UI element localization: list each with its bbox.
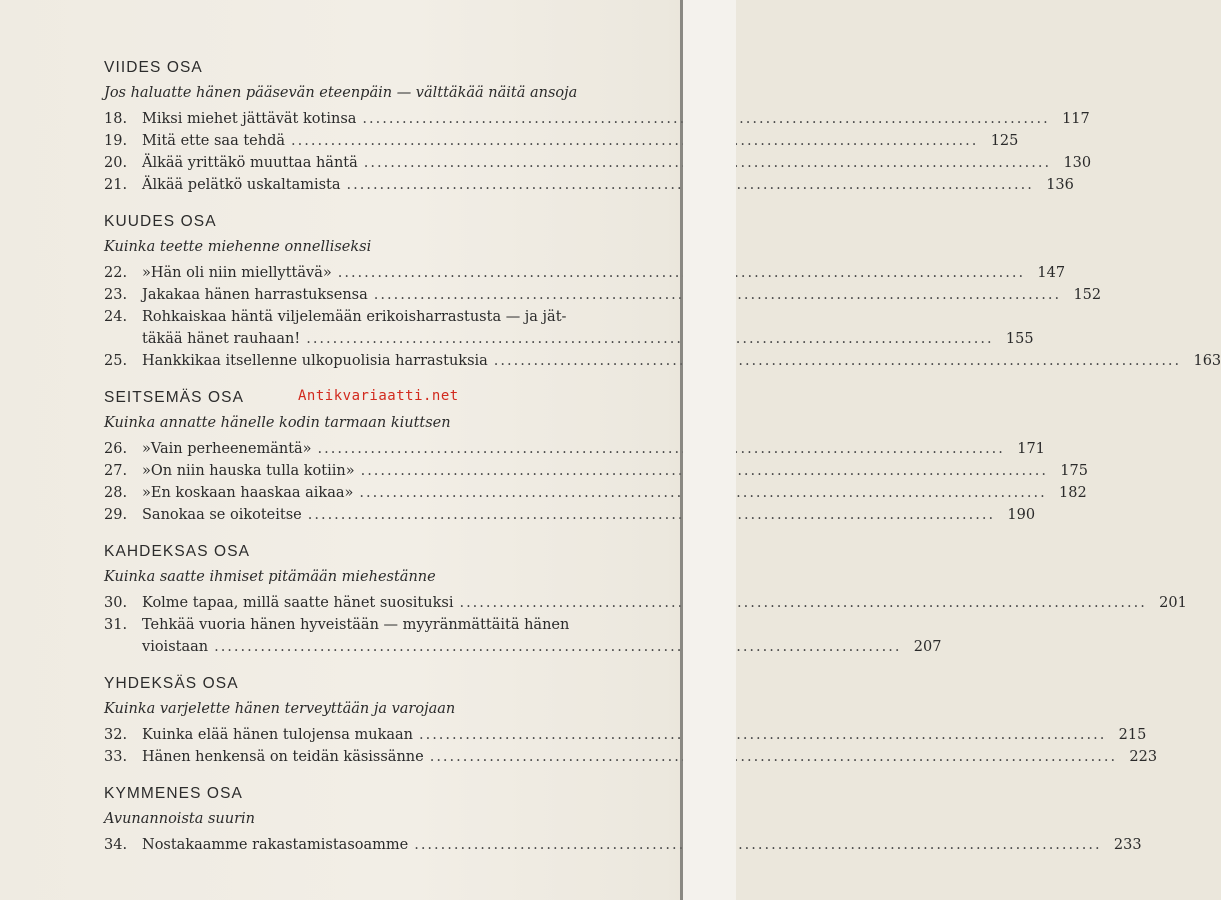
chapter-title: Sanokaa se oikoteitse [142, 507, 302, 523]
chapter-number: 33. [104, 749, 128, 765]
part-title: KUUDES OSA [104, 213, 217, 230]
dot-leader [291, 130, 978, 152]
chapter-line [142, 438, 1045, 460]
chapter-body [142, 724, 1146, 746]
chapter-title: Kuinka elää hänen tulojensa mukaan [142, 727, 413, 743]
toc-entry [104, 262, 1066, 284]
chapter-body [142, 614, 941, 658]
page-number: 136 [1046, 177, 1074, 193]
toc-section [104, 210, 1221, 372]
toc-section [104, 56, 1092, 196]
dot-leader [414, 834, 1101, 856]
chapter-line [142, 636, 941, 658]
part-title: SEITSEMÄS OSA [104, 389, 245, 406]
dot-leader [308, 504, 995, 526]
toc-entry [104, 174, 1074, 196]
chapter-title: »En koskaan haaskaa aikaa» [142, 485, 354, 501]
page-number: 130 [1063, 155, 1092, 171]
chapter-line [142, 746, 1157, 768]
part-title: VIIDES OSA [104, 59, 203, 76]
chapter-line [142, 284, 1101, 306]
toc-entry [104, 130, 1019, 152]
chapter-number: 25. [104, 353, 128, 369]
chapter-body [142, 262, 1065, 284]
chapter-body [142, 306, 1034, 350]
dot-leader [430, 746, 1117, 768]
part-title: KAHDEKSAS OSA [104, 543, 251, 560]
page-number: 152 [1073, 287, 1102, 303]
chapter-number: 26. [104, 441, 128, 457]
chapter-title: Hankkikaa itsellenne ulkopuolisia harrastuksia [142, 353, 488, 369]
chapter-body [142, 108, 1090, 130]
chapter-number: 22. [104, 265, 128, 281]
chapter-line [142, 130, 1018, 152]
part-title: YHDEKSÄS OSA [104, 675, 239, 692]
chapter-line [142, 724, 1146, 746]
watermark: Antikvariaatti.net [298, 388, 459, 404]
part-subtitle: Kuinka varjelette hänen terveyttään ja varojaan [104, 701, 456, 717]
dot-leader [214, 636, 901, 658]
page-number: 215 [1118, 727, 1147, 743]
chapter-title: Kolme tapaa, millä saatte hänet suosituksi [142, 595, 454, 611]
part-subtitle: Avunannoista suurin [104, 811, 255, 827]
dot-leader [419, 724, 1106, 746]
toc-entry [104, 284, 1102, 306]
part-subtitle: Kuinka teette miehenne onnelliseksi [104, 239, 372, 255]
toc-entry [104, 460, 1088, 482]
chapter-body [142, 482, 1087, 504]
chapter-body [142, 130, 1018, 152]
section-gap [104, 196, 644, 210]
chapter-line [142, 504, 1035, 526]
chapter-number: 19. [104, 133, 128, 149]
chapter-line [142, 152, 1091, 174]
chapter-line [142, 834, 1142, 856]
page-number: 125 [990, 133, 1019, 149]
chapter-line [142, 614, 941, 636]
chapter-number: 29. [104, 507, 128, 523]
chapter-title: Älkää yrittäkö muuttaa häntä [142, 155, 358, 171]
chapter-title: »On niin hauska tulla kotiin» [142, 463, 355, 479]
chapter-line [142, 328, 1034, 350]
dot-leader [306, 328, 993, 350]
chapter-number: 32. [104, 727, 128, 743]
page-number: 155 [1005, 331, 1034, 347]
chapter-title: täkää hänet rauhaan! [142, 331, 301, 347]
chapter-line [142, 306, 1034, 328]
section-gap [104, 768, 644, 782]
chapter-number: 27. [104, 463, 128, 479]
toc-entry [104, 724, 1147, 746]
dot-leader [459, 592, 1146, 614]
chapter-title: Rohkaiskaa häntä viljelemään erikoisharrastusta — ja jät- [142, 309, 567, 325]
toc-entry [104, 152, 1092, 174]
part-subtitle: Jos haluatte hänen pääsevän eteenpäin — välttäkää näitä ansoja [104, 85, 578, 101]
chapter-number: 30. [104, 595, 128, 611]
chapter-body [142, 460, 1088, 482]
dot-leader [318, 438, 1005, 460]
chapter-title: Tehkää vuoria hänen hyveistään — myyränmättäitä hänen [142, 617, 570, 633]
chapter-title: Mitä ette saa tehdä [142, 133, 286, 149]
chapter-number: 28. [104, 485, 128, 501]
toc-section [104, 540, 1187, 658]
chapter-line [142, 482, 1087, 504]
chapter-number: 34. [104, 837, 128, 853]
chapter-number: 20. [104, 155, 128, 171]
chapter-line [142, 174, 1074, 196]
chapter-title: Jakakaa hänen harrastuksensa [142, 287, 368, 303]
toc-entry [104, 350, 1221, 372]
chapter-body [142, 152, 1091, 174]
page-number: 207 [913, 639, 942, 655]
chapter-title: vioistaan [142, 639, 209, 655]
page-number: 175 [1060, 463, 1088, 479]
chapter-body [142, 746, 1157, 768]
section-gap [104, 372, 644, 386]
page-margin [683, 0, 736, 900]
page-number: 171 [1017, 441, 1045, 457]
page-number: 223 [1129, 749, 1158, 765]
page-number: 190 [1007, 507, 1036, 523]
page-number: 182 [1059, 485, 1087, 501]
table-of-contents [104, 56, 1221, 856]
chapter-title: »Hän oli niin miellyttävä» [142, 265, 332, 281]
toc-entry [104, 614, 942, 658]
toc-entry [104, 108, 1090, 130]
chapter-title: Älkää pelätkö uskaltamista [142, 177, 341, 193]
page-number: 233 [1113, 837, 1142, 853]
toc-entry [104, 438, 1045, 460]
toc-section [104, 672, 1158, 768]
chapter-body [142, 438, 1045, 460]
chapter-line [142, 460, 1088, 482]
toc-entry [104, 306, 1034, 350]
chapter-title: »Vain perheenemäntä» [142, 441, 312, 457]
page-number: 147 [1037, 265, 1066, 281]
chapter-body [142, 592, 1187, 614]
toc-entry [104, 504, 1036, 526]
chapter-title: Hänen henkensä on teidän käsissänne [142, 749, 424, 765]
chapter-line [142, 262, 1065, 284]
section-gap [104, 658, 644, 672]
dot-leader [494, 350, 1181, 372]
toc-section [104, 782, 1142, 856]
part-subtitle: Kuinka saatte ihmiset pitämään miehestänne [104, 569, 436, 585]
chapter-line [142, 108, 1090, 130]
part-subtitle: Kuinka annatte hänelle kodin tarmaan kiuttsen [104, 415, 451, 431]
chapter-title: Miksi miehet jättävät kotinsa [142, 111, 357, 127]
toc-entry [104, 482, 1087, 504]
chapter-line [142, 592, 1187, 614]
chapter-body [142, 834, 1142, 856]
chapter-body [142, 284, 1101, 306]
chapter-number: 23. [104, 287, 128, 303]
chapter-number: 21. [104, 177, 128, 193]
part-title: KYMMENES OSA [104, 785, 243, 802]
page-number: 201 [1159, 595, 1187, 611]
toc-section [104, 386, 1088, 526]
toc-entry [104, 834, 1142, 856]
page-number: 117 [1062, 111, 1090, 127]
chapter-title: Nostakaamme rakastamistasoamme [142, 837, 409, 853]
chapter-body [142, 174, 1074, 196]
chapter-number: 18. [104, 111, 128, 127]
toc-entry [104, 746, 1158, 768]
page-number: 163 [1193, 353, 1221, 369]
chapter-number: 24. [104, 309, 128, 325]
section-gap [104, 526, 644, 540]
toc-entry [104, 592, 1187, 614]
chapter-number: 31. [104, 617, 128, 633]
chapter-body [142, 504, 1035, 526]
